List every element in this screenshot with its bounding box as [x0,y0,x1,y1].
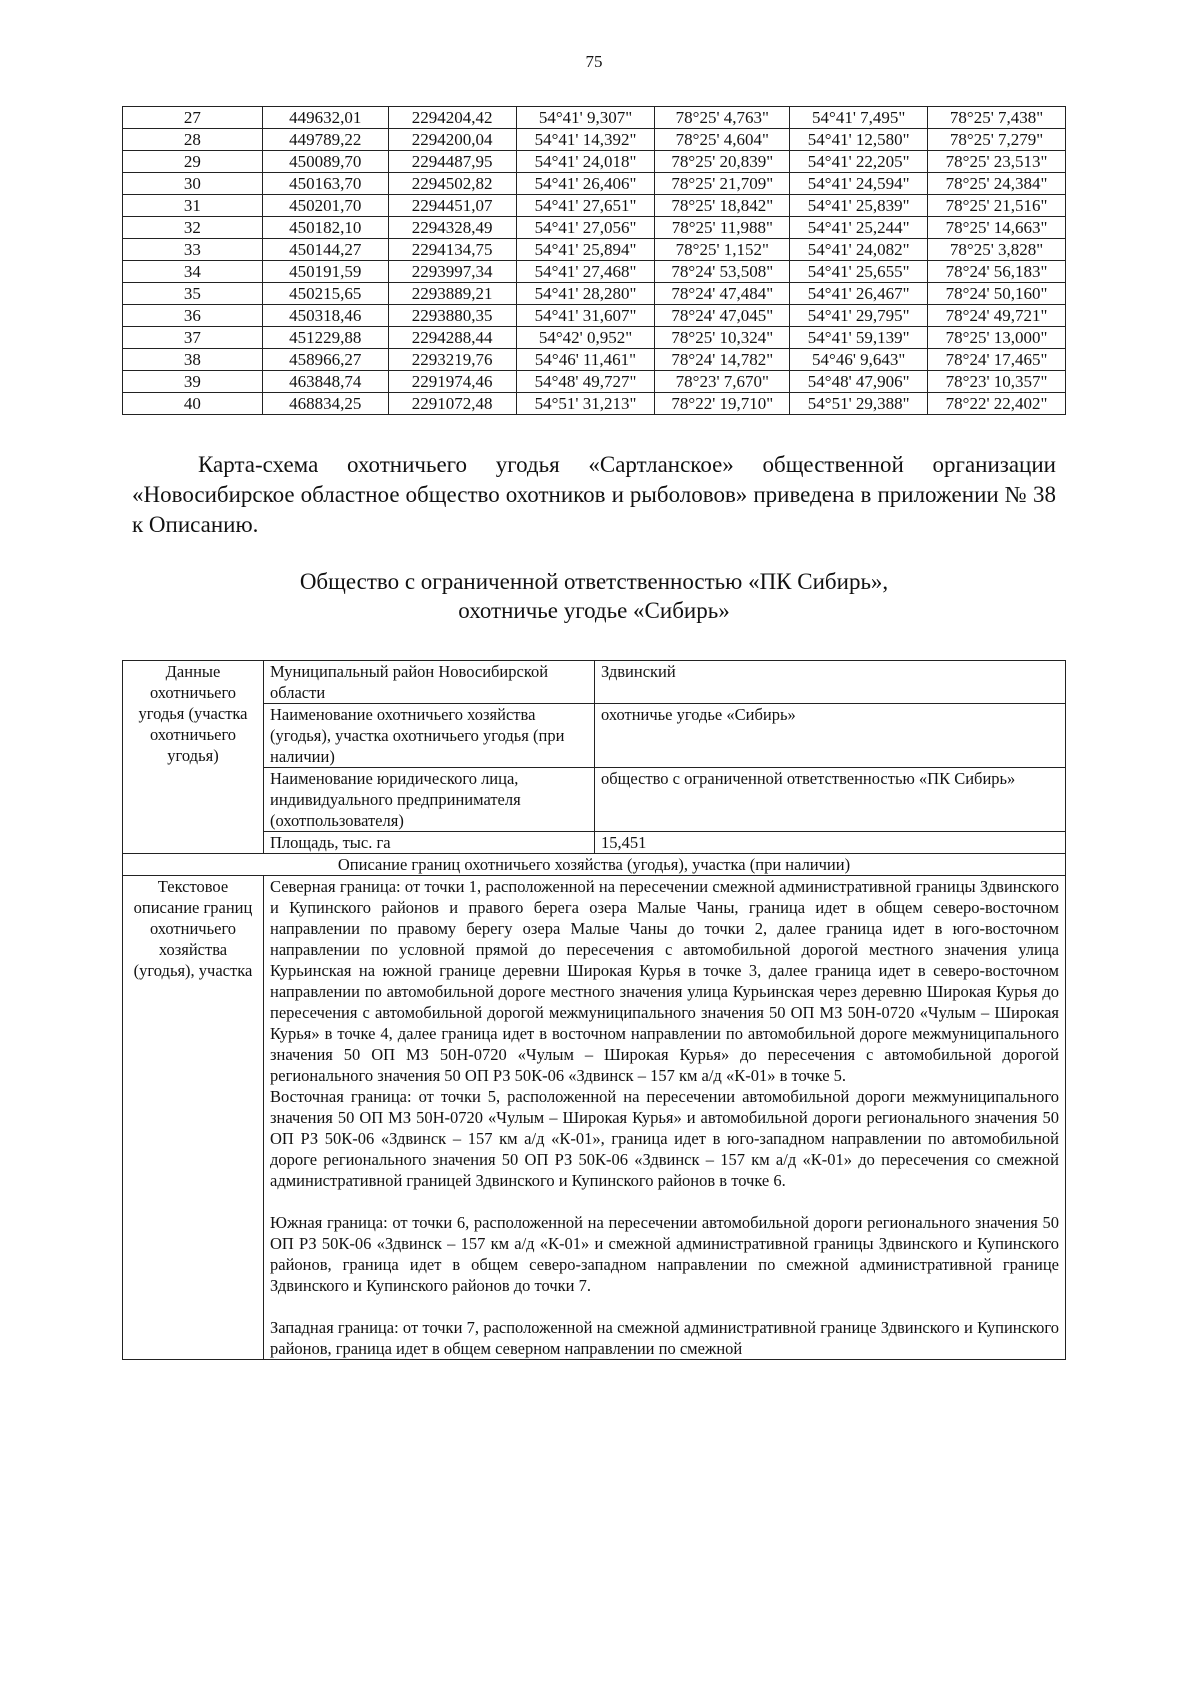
table-cell: 78°24' 47,484" [655,283,790,305]
table-cell: 78°24' 49,721" [928,305,1066,327]
table-cell: 450182,10 [262,217,388,239]
table-row [123,217,1066,239]
table-cell: 54°41' 27,651" [516,195,655,217]
table-row [123,854,1066,876]
table-cell: 54°41' 25,244" [790,217,928,239]
table-cell: 78°25' 7,438" [928,107,1066,129]
table-cell: 78°24' 56,183" [928,261,1066,283]
table-cell: 78°24' 53,508" [655,261,790,283]
coordinates-table [122,106,1066,415]
table-cell: 78°25' 14,663" [928,217,1066,239]
table-cell: 78°25' 7,279" [928,129,1066,151]
table-cell: 78°24' 14,782" [655,349,790,371]
table-cell: 2293219,76 [388,349,516,371]
table-cell: 450191,59 [262,261,388,283]
table-row [123,305,1066,327]
table-row [123,704,1066,768]
table-cell: 2293880,35 [388,305,516,327]
table-cell: 27 [123,107,263,129]
table-cell: 450144,27 [262,239,388,261]
table-cell: 78°24' 47,045" [655,305,790,327]
table-cell: 54°42' 0,952" [516,327,655,349]
hunting-ground-info-table [122,660,1066,1360]
group-label: Данные охотничьего угодья (участка охотничьего угодья) [123,661,264,854]
table-cell: 54°41' 12,580" [790,129,928,151]
table-cell: 78°25' 1,152" [655,239,790,261]
table-cell: 54°41' 22,205" [790,151,928,173]
table-cell: 30 [123,173,263,195]
row-value: Здвинский [595,661,1066,704]
table-cell: 36 [123,305,263,327]
east-boundary: Восточная граница: от точки 5, расположенной на пересечении автомобильной дороги межмуниципального значения 50 ОП МЗ 50Н-0720 «Чулым – Широкая Курья» и автомобильной дороги регионального значения 50 ОП РЗ 50К-06 «Здвинск – 157 км а/д «К-01», граница идет в юго-западном направлении по автомобильной дороге регионального значения 50 ОП РЗ 50К-06 «Здвинск – 157 км а/д «К-01» до пересечения со смежной административной границей Здвинского и Купинского районов в точке 6. [270,1087,1059,1190]
table-cell: 29 [123,151,263,173]
table-cell: 2294487,95 [388,151,516,173]
table-cell: 2294328,49 [388,217,516,239]
table-cell: 39 [123,371,263,393]
table-cell: 2294288,44 [388,327,516,349]
table-cell: 78°22' 22,402" [928,393,1066,415]
table-row [123,173,1066,195]
table-cell: 31 [123,195,263,217]
table-cell: 2293889,21 [388,283,516,305]
table-cell: 78°24' 17,465" [928,349,1066,371]
table-cell: 450215,65 [262,283,388,305]
table-row [123,327,1066,349]
table-cell: 54°41' 26,467" [790,283,928,305]
table-cell: 32 [123,217,263,239]
text-description-label: Текстовое описание границ охотничьего хозяйства (угодья), участка [123,876,264,1360]
table-cell: 78°25' 21,709" [655,173,790,195]
table-cell: 54°46' 11,461" [516,349,655,371]
table-cell: 450089,70 [262,151,388,173]
table-cell: 78°24' 50,160" [928,283,1066,305]
table-cell: 78°25' 4,763" [655,107,790,129]
table-cell: 54°48' 47,906" [790,371,928,393]
heading-line-1: Общество с ограниченной ответственностью «ПК Сибирь», [299,569,889,594]
table-cell: 54°41' 9,307" [516,107,655,129]
table-cell: 28 [123,129,263,151]
table-cell: 78°25' 20,839" [655,151,790,173]
table-cell: 54°41' 28,280" [516,283,655,305]
table-cell: 54°41' 7,495" [790,107,928,129]
table-row [123,876,1066,1360]
table-cell: 54°48' 49,727" [516,371,655,393]
table-cell: 54°41' 25,655" [790,261,928,283]
page-number: 75 [585,52,603,71]
table-cell: 54°41' 24,018" [516,151,655,173]
table-cell: 78°25' 4,604" [655,129,790,151]
table-cell: 54°46' 9,643" [790,349,928,371]
table-cell: 2294204,42 [388,107,516,129]
table-cell: 78°25' 13,000" [928,327,1066,349]
table-row [123,768,1066,832]
table-cell: 78°25' 3,828" [928,239,1066,261]
table-cell: 54°41' 14,392" [516,129,655,151]
table-cell: 54°41' 25,839" [790,195,928,217]
table-cell: 78°23' 10,357" [928,371,1066,393]
table-row [123,371,1066,393]
table-cell: 54°51' 29,388" [790,393,928,415]
table-row [123,129,1066,151]
table-cell: 78°25' 24,384" [928,173,1066,195]
table-cell: 54°41' 27,468" [516,261,655,283]
table-cell: 78°22' 19,710" [655,393,790,415]
table-cell: 78°25' 18,842" [655,195,790,217]
table-row [123,661,1066,704]
table-cell: 450163,70 [262,173,388,195]
table-cell: 2294502,82 [388,173,516,195]
table-cell: 54°41' 24,082" [790,239,928,261]
section-heading [122,567,1066,625]
table-cell: 2293997,34 [388,261,516,283]
row-label: Муниципальный район Новосибирской области [264,661,595,704]
table-row [123,261,1066,283]
table-cell: 463848,74 [262,371,388,393]
boundary-description [264,876,1066,1360]
table-row [123,832,1066,854]
row-label: Наименование охотничьего хозяйства (угодья), участка охотничьего угодья (при наличии) [264,704,595,768]
table-cell: 450318,46 [262,305,388,327]
table-cell: 2294451,07 [388,195,516,217]
table-cell: 54°41' 27,056" [516,217,655,239]
row-label: Площадь, тыс. га [264,832,595,854]
table-cell: 2291072,48 [388,393,516,415]
table-cell: 40 [123,393,263,415]
row-value: общество с ограниченной ответственностью «ПК Сибирь» [595,768,1066,832]
table-cell: 451229,88 [262,327,388,349]
row-label: Наименование юридического лица, индивидуального предпринимателя (охотпользователя) [264,768,595,832]
table-cell: 2291974,46 [388,371,516,393]
table-cell: 54°51' 31,213" [516,393,655,415]
table-cell: 34 [123,261,263,283]
table-cell: 2294134,75 [388,239,516,261]
table-cell: 449789,22 [262,129,388,151]
table-row [123,195,1066,217]
table-row [123,283,1066,305]
table-cell: 37 [123,327,263,349]
row-value: охотничье угодье «Сибирь» [595,704,1066,768]
table-cell: 33 [123,239,263,261]
boundaries-header: Описание границ охотничьего хозяйства (угодья), участка (при наличии) [123,854,1066,876]
south-boundary: Южная граница: от точки 6, расположенной на пересечении автомобильной дороги регионального значения 50 ОП РЗ 50К-06 «Здвинск – 157 км а/д «К-01» и смежной административной границы Здвинского и Купинского районов, граница идет в общем северо-западном направлении по смежной административной границе Здвинского и Купинского районов до точки 7. [270,1213,1059,1295]
table-cell: 35 [123,283,263,305]
table-cell: 78°23' 7,670" [655,371,790,393]
table-cell: 2294200,04 [388,129,516,151]
north-boundary: Северная граница: от точки 1, расположенной на пересечении смежной административной границы Здвинского и Купинского районов и правого берега озера Малые Чаны, граница идет в общем северо-восточном направлении по правому берегу озера Малые Чаны до точки 2, далее граница идет в юго-восточном направлении по условной прямой до пересечения с автомобильной дорогой местного значения улица Курьинская на южной границе деревни Широкая Курья в точке 3, далее граница идет в северо-восточном направлении по автомобильной дороге местного значения улица Курьинская через деревню Широкая Курья до пересечения с автомобильной дорогой межмуниципального значения 50 ОП МЗ 50Н-0720 «Чулым – Широкая Курья» в точке 4, далее граница идет в восточном направлении по автомобильной дороге межмуниципального значения 50 ОП МЗ 50Н-0720 «Чулым – Широкая Курья» до пересечения с автомобильной дорогой регионального значения 50 ОП РЗ 50К-06 «Здвинск – 157 км а/д «К-01» в точке 5. [270,877,1059,1085]
table-cell: 54°41' 24,594" [790,173,928,195]
table-cell: 54°41' 26,406" [516,173,655,195]
map-reference-paragraph: Карта-схема охотничьего угодья «Сартланское» общественной организации «Новосибирское областное общество охотников и рыболовов» приведена в приложении № 38 к Описанию. [132,452,1056,537]
table-cell: 458966,27 [262,349,388,371]
table-cell: 54°41' 31,607" [516,305,655,327]
table-cell: 54°41' 59,139" [790,327,928,349]
table-cell: 54°41' 29,795" [790,305,928,327]
table-row [123,239,1066,261]
table-cell: 450201,70 [262,195,388,217]
table-row [123,151,1066,173]
table-row [123,393,1066,415]
table-cell: 78°25' 21,516" [928,195,1066,217]
table-cell: 78°25' 11,988" [655,217,790,239]
table-cell: 78°25' 10,324" [655,327,790,349]
table-cell: 38 [123,349,263,371]
table-cell: 78°25' 23,513" [928,151,1066,173]
row-value: 15,451 [595,832,1066,854]
table-row [123,349,1066,371]
table-row [123,107,1066,129]
heading-line-2: охотничье угодье «Сибирь» [458,598,730,623]
table-cell: 449632,01 [262,107,388,129]
west-boundary: Западная граница: от точки 7, расположенной на смежной административной границе Здвинского и Купинского районов, граница идет в общем северном направлении по смежной [270,1318,1059,1358]
table-cell: 468834,25 [262,393,388,415]
table-cell: 54°41' 25,894" [516,239,655,261]
